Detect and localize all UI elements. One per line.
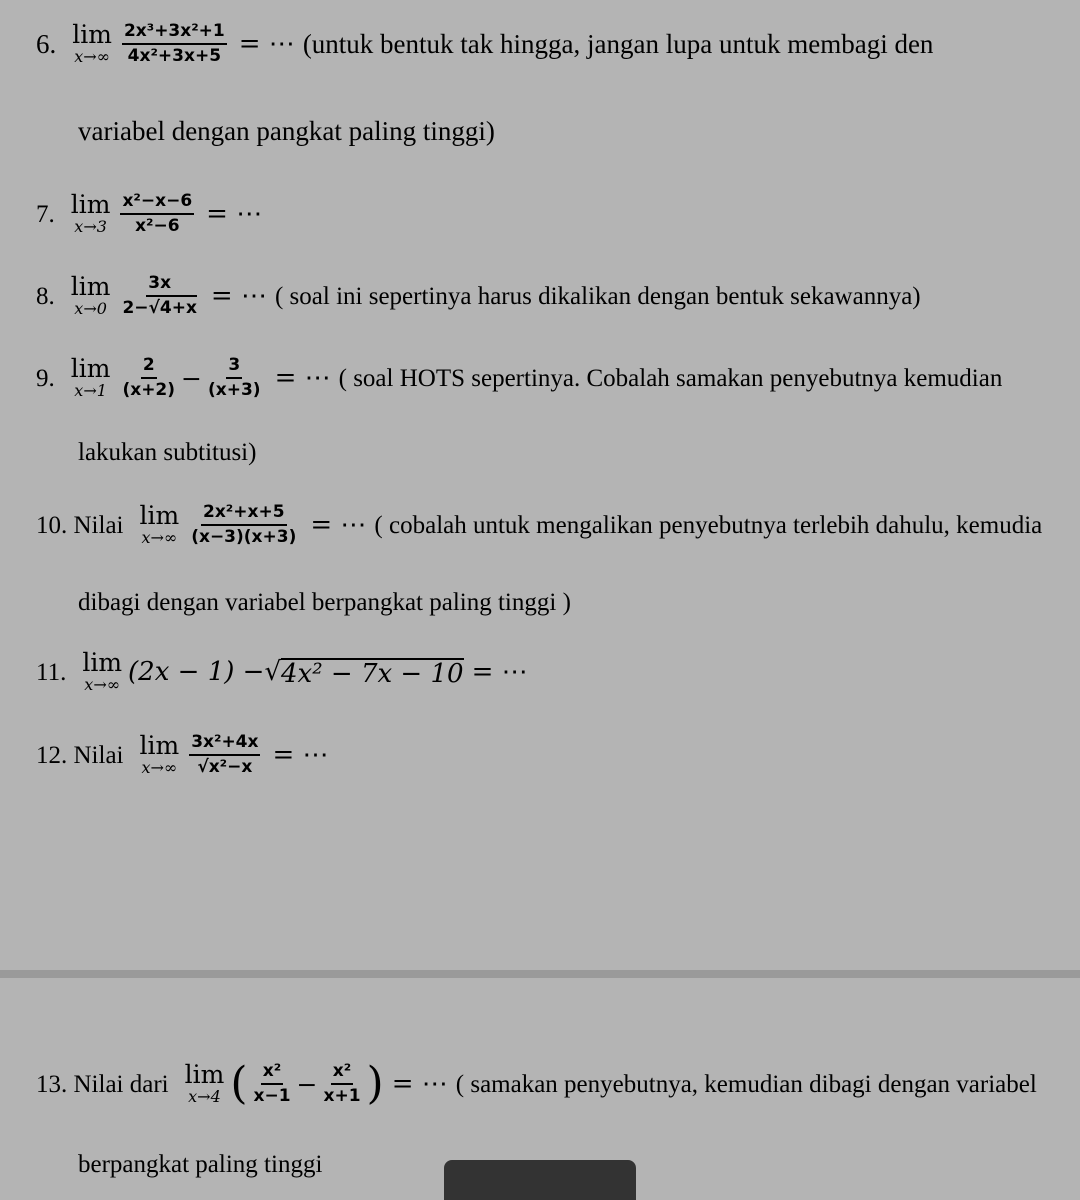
equals-ellipsis: = ⋯ — [310, 510, 367, 541]
problem-6 — [36, 22, 933, 66]
right-paren: ) — [366, 1058, 384, 1110]
fraction: $\frac{\text{3x²+4x}}{\text{√x²−x}}$ — [191, 732, 259, 778]
limit-operator: lim x→3 — [70, 190, 111, 236]
limit-operator: lim x→∞ — [72, 20, 112, 66]
fraction: $\frac{3x}{2-√4+x}$ — [122, 273, 197, 319]
fraction: $\frac{\text{x²−x−6}}{\text{x²−6}}$ — [122, 191, 193, 237]
fraction-2: $\frac{3}{(x+3)}$ — [207, 355, 261, 401]
page-separator — [0, 970, 1080, 978]
expression: (2x − 1) − — [128, 657, 265, 688]
problem-number: 10. Nilai — [36, 511, 124, 539]
limit-operator: lim x→∞ — [139, 731, 180, 777]
problem-number: 9. — [36, 364, 55, 392]
problem-9-continuation: lakukan subtitusi) — [78, 439, 257, 466]
problem-10 — [36, 503, 1042, 547]
problem-note: (untuk bentuk tak hingga, jangan lupa untuk membagi den — [302, 28, 934, 59]
minus-sign: − — [296, 1069, 318, 1099]
problem-11 — [36, 650, 536, 694]
problem-number: 8. — [36, 282, 55, 310]
minus-sign: − — [181, 363, 202, 393]
problem-number: 13. Nilai dari — [36, 1070, 169, 1098]
problem-13-continuation: berpangkat paling tinggi — [78, 1151, 323, 1178]
limit-operator: lim x→∞ — [82, 648, 123, 694]
sqrt-symbol: √ — [264, 657, 282, 688]
limit-operator: lim x→1 — [70, 354, 111, 400]
fraction: $\frac{\text{2x²+x+5}}{(x-3)(x+3)}$ — [191, 502, 297, 548]
sqrt-symbol: √ — [197, 757, 209, 778]
problem-note: ( cobalah untuk mengalikan penyebutnya terlebih dahulu, kemudia — [374, 511, 1043, 539]
sqrt-symbol: √ — [148, 298, 160, 319]
problem-9 — [36, 356, 1002, 400]
equals-ellipsis: = ⋯ — [471, 657, 528, 688]
problem-13 — [36, 1058, 1037, 1110]
problem-number: 6. — [36, 28, 57, 59]
equals-ellipsis: = ⋯ — [272, 740, 329, 771]
problem-7 — [36, 192, 270, 236]
fraction-2: $\frac{\text{x²}}{x+1}$ — [323, 1061, 361, 1107]
equals-ellipsis: = ⋯ — [210, 281, 267, 312]
problem-note: ( soal ini sepertinya harus dikalikan dengan bentuk sekawannya) — [274, 282, 921, 310]
limit-operator: lim x→0 — [70, 272, 111, 318]
fraction-1: $\frac{2}{(x+2)}$ — [122, 355, 176, 401]
equals-ellipsis: = ⋯ — [391, 1069, 448, 1100]
problem-8 — [36, 274, 921, 318]
equals-ellipsis: = ⋯ — [206, 199, 263, 230]
problem-6-continuation: variabel dengan pangkat paling tinggi) — [78, 116, 495, 146]
overlay-tab[interactable] — [444, 1160, 636, 1200]
equals-ellipsis: = ⋯ — [274, 363, 331, 394]
limit-operator: lim x→∞ — [139, 501, 180, 547]
problem-number: 11. — [36, 658, 67, 686]
fraction: $\frac{\text{2x³+3x²+1}}{\text{4x²+3x+5}}$ — [123, 21, 225, 67]
problem-number: 12. Nilai — [36, 741, 124, 769]
problem-10-continuation: dibagi dengan variabel berpangkat paling tinggi ) — [78, 589, 571, 616]
fraction-1: $\frac{\text{x²}}{x-1}$ — [253, 1061, 291, 1107]
problem-note: ( soal HOTS sepertinya. Cobalah samakan penyebutnya kemudian — [338, 364, 1003, 392]
limit-operator: lim x→4 — [184, 1060, 225, 1106]
radicand: 4x² − 7x − 10 — [281, 658, 464, 689]
equals-ellipsis: = ⋯ — [238, 29, 295, 60]
problem-number: 7. — [36, 200, 55, 228]
problem-12 — [36, 733, 337, 777]
left-paren: ( — [230, 1058, 248, 1110]
problem-note: ( samakan penyebutnya, kemudian dibagi dengan variabel — [455, 1070, 1037, 1098]
